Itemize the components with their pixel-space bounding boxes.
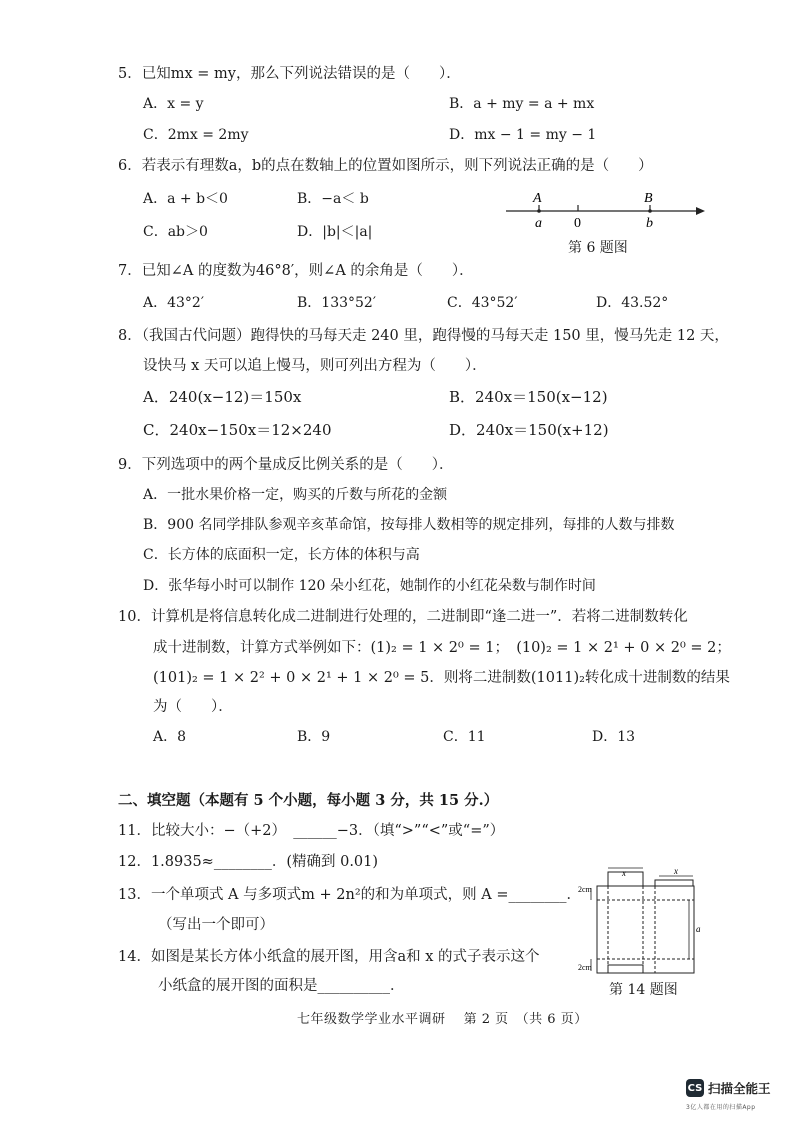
q5-stem: 5．已知mx = my，那么下列说法错误的是（ ）．	[118, 66, 461, 82]
q8-stem-line1: 8．（我国古代问题）跑得快的马每天走 240 里，跑得慢的马每天走 150 里，慢马先走 12 天，	[118, 328, 729, 344]
q8-option-c: C．240x−150x＝12×240	[143, 421, 332, 439]
point-b	[648, 209, 652, 213]
point-a	[537, 209, 541, 213]
watermark-subtitle: 3亿人都在用的扫描App	[686, 1104, 756, 1111]
q6-option-b: B．−a＜ b	[297, 191, 369, 207]
q6-option-a: A．a + b＜0	[143, 191, 228, 207]
label-A: A	[533, 191, 542, 206]
q10-line4: 为（ ）．	[153, 699, 233, 715]
number-line-arrow-icon	[696, 207, 705, 215]
q14-line2: 小纸盒的展开图的面积是__________．	[158, 978, 405, 994]
fig14-label-2cm-top: 2cm	[578, 885, 592, 894]
q7-option-d: D．43.52°	[596, 295, 669, 311]
label-zero: 0	[574, 216, 581, 231]
q7-stem: 7．已知∠A 的度数为46°8′，则∠A 的余角是（ ）．	[118, 263, 474, 279]
q5-option-b: B．a + my = a + mx	[449, 96, 595, 112]
fig14-label-2cm-bottom: 2cm	[578, 963, 592, 972]
camscanner-logo-icon: CS	[686, 1079, 704, 1097]
q9-option-c: C．长方体的底面积一定，长方体的体积与高	[143, 547, 420, 563]
q7-option-a: A．43°2′	[143, 295, 205, 311]
q6-figure-caption: 第 6 题图	[568, 240, 628, 256]
label-b: b	[646, 216, 653, 231]
q5-option-d: D．mx − 1 = my − 1	[449, 127, 597, 143]
net-top-right-tab	[655, 880, 693, 886]
fig14-label-a: a	[696, 924, 701, 934]
label-B: B	[644, 191, 653, 206]
q8-option-b: B．240x＝150(x−12)	[449, 388, 608, 406]
q6-option-d: D．|b|＜|a|	[297, 224, 373, 240]
q12: 12．1.8935≈________．(精确到 0.01)	[118, 854, 379, 870]
q6-number-line-figure	[500, 186, 710, 232]
q7-option-b: B．133°52′	[297, 295, 377, 311]
q10-option-d: D．13	[592, 729, 636, 745]
page-footer: 七年级数学学业水平调研 第 2 页 （共 6 页）	[297, 1012, 588, 1027]
fig14-label-x-top: x	[622, 868, 626, 878]
fig14-label-x-right: x	[674, 866, 678, 876]
q6-option-c: C．ab＞0	[143, 224, 208, 240]
q14-line1: 14．如图是某长方体小纸盒的展开图，用含a和 x 的式子表示这个	[118, 949, 540, 965]
q5-option-a: A．x = y	[143, 96, 204, 112]
q10-option-b: B．9	[297, 729, 331, 745]
q7-option-c: C．43°52′	[447, 295, 518, 311]
net-outline	[597, 886, 694, 973]
q9-option-b: B．900 名同学排队参观辛亥革命馆，按每排人数相等的规定排列，每排的人数与排数	[143, 517, 675, 533]
watermark-title: 扫描全能王	[708, 1081, 771, 1096]
q10-line3: (101)₂ = 1 × 2² + 0 × 2¹ + 1 × 2⁰ = 5．则将二进制数(1011)₂转化成十进制数的结果	[153, 670, 730, 686]
net-bottom-flap	[608, 965, 643, 973]
q10-line1: 10．计算机是将信息转化成二进制进行处理的，二进制即“逢二进一”．若将二进制数转化	[118, 609, 688, 625]
q13-line2: （写出一个即可）	[158, 917, 274, 933]
q10-line2: 成十进制数，计算方式举例如下：(1)₂ = 1 × 2⁰ = 1； (10)₂ = 1 × 2¹ + 0 × 2⁰ = 2；	[153, 640, 731, 656]
q10-option-c: C．11	[443, 729, 486, 745]
q11: 11．比较大小：−（+2） ______−3．（填“>”“<”或“=”）	[118, 823, 505, 839]
label-a: a	[535, 216, 542, 231]
scanner-watermark	[686, 1079, 771, 1097]
section-2-heading: 二、填空题（本题有 5 个小题，每小题 3 分，共 15 分.）	[118, 792, 499, 809]
q5-option-c: C．2mx = 2my	[143, 127, 249, 143]
q9-option-d: D．张华每小时可以制作 120 朵小红花，她制作的小红花朵数与制作时间	[143, 578, 596, 594]
q13-line1: 13．一个单项式 A 与多项式m + 2n²的和为单项式，则 A =________．	[118, 887, 581, 903]
q9-option-a: A．一批水果价格一定，购买的斤数与所花的金额	[143, 487, 448, 503]
q9-stem: 9．下列选项中的两个量成反比例关系的是（ ）．	[118, 457, 454, 473]
q8-option-a: A．240(x−12)＝150x	[143, 388, 302, 406]
q10-option-a: A．8	[153, 729, 187, 745]
q8-option-d: D．240x＝150(x+12)	[449, 421, 609, 439]
q14-figure-caption: 第 14 题图	[609, 982, 678, 998]
q14-box-net-figure	[575, 862, 705, 980]
q8-stem-line2: 设快马 x 天可以追上慢马，则可列出方程为（ ）．	[143, 358, 487, 374]
q6-stem: 6．若表示有理数a，b的点在数轴上的位置如图所示，则下列说法正确的是（ ）	[118, 158, 653, 174]
